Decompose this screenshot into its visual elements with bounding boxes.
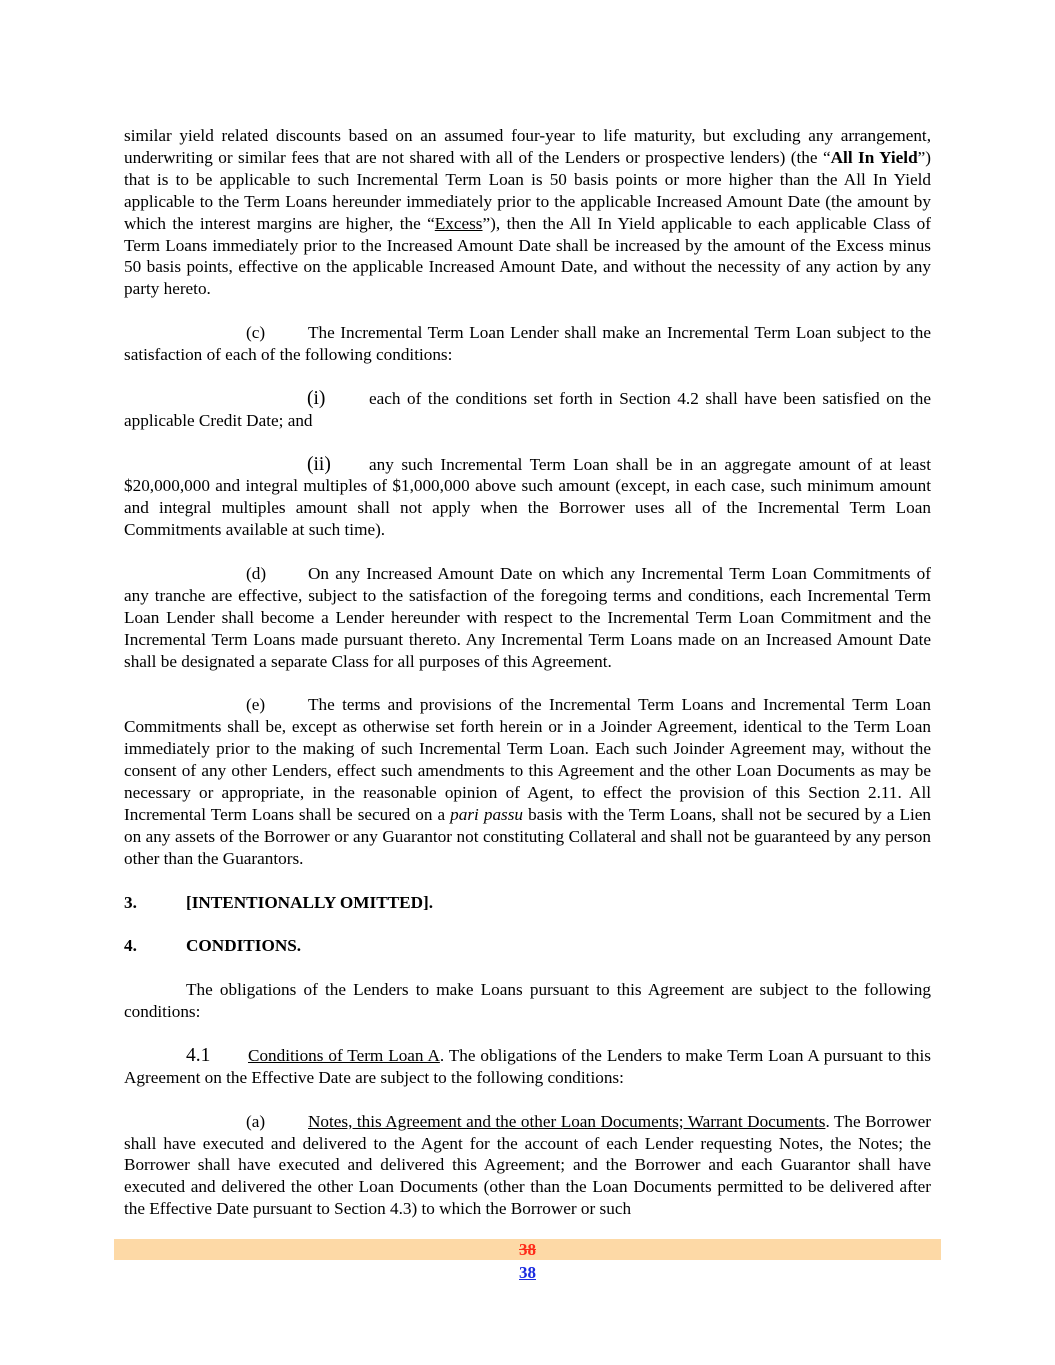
paragraph-c: (c) The Incremental Term Loan Lender shall make an Incremental Term Loan subject to the satisfaction of each of the following conditions: (124, 323, 931, 365)
document-body (124, 125, 931, 1220)
page-number-deleted: 38 (519, 1240, 536, 1259)
paragraph-d: (d) On any Increased Amount Date on which any Incremental Term Loan Commitments of any tranche are effective, subject to the satisfaction of the foregoing terms and conditions, each Incremental Term Loan Lender shall become a Lender hereunder with respect to the Incremental Term Loan Commitment and the Incremental Term Loans made pursuant thereto. Any Incremental Term Loans made on an Increased Amount Date shall be designated a separate Class for all purposes of this Agreement. (124, 564, 931, 671)
defined-term-all-in-yield: All In Yield (830, 147, 918, 167)
paragraph-conditions-intro: The obligations of the Lenders to make Loans pursuant to this Agreement are subject to the following conditions: (124, 980, 931, 1022)
defined-term-excess: Excess (434, 213, 483, 233)
paragraph-i: (i) each of the conditions set forth in Section 4.2 shall have been satisfied on the applicable Credit Date; and (124, 387, 931, 430)
section-number-4-1: 4.1 (186, 1044, 211, 1066)
clause-label-d: (d) (246, 564, 267, 584)
section-3-heading: 3. [INTENTIONALLY OMITTED]. (124, 892, 434, 912)
clause-label-a: (a) (246, 1111, 266, 1131)
clause-label-e: (e) (246, 695, 266, 715)
paragraph-all-in-yield: similar yield related discounts based on an assumed four-year to life maturity, but excluding any arrangement, underwriting or similar fees that are not shared with all of the Lenders or prospective lenders) (the “All In Yield”) that is to be applicable to such Incremental Term Loan is 50 basis points or more higher than the All In Yield applicable to the Term Loans hereunder immediately prior to the applicable Increased Amount Date (the amount by which the interest margins are higher, the “Excess”), then the All In Yield applicable to each applicable Class of Term Loans immediately prior to the Increased Amount Date shall be increased by the amount of the Excess minus 50 basis points, effective on the applicable Increased Amount Date, and without the necessity of any action by any party hereto. (124, 126, 931, 299)
paragraph-e: (e) The terms and provisions of the Incremental Term Loans and Incremental Term Loan Commitments shall be, except as otherwise set forth herein or in a Joinder Agreement, identical to the Term Loan immediately prior to the making of such Incremental Term Loan. Each such Joinder Agreement may, without the consent of any other Lenders, effect such amendments to this Agreement and the other Loan Documents as may be necessary or appropriate, in the reasonable opinion of Agent, to effect the provision of this Section 2.11. All Incremental Term Loans shall be secured on a pari passu basis with the Term Loans, shall not be secured by a Lien on any assets of the Borrower or any Guarantor not constituting Collateral and shall not be guaranteed by any person other than the Guarantors. (124, 695, 931, 868)
heading-conditions-term-loan-a: Conditions of Term Loan A (248, 1045, 440, 1065)
paragraph-4-1: 4.1 Conditions of Term Loan A. The obligations of the Lenders to make Term Loan A pursuant to this Agreement on the Effective Date are subject to the following conditions: (124, 1044, 931, 1087)
heading-notes-agreement: Notes, this Agreement and the other Loan Documents; Warrant Documents (308, 1111, 826, 1131)
clause-label-i: (i) (307, 387, 326, 409)
page-number-inserted: 38 (519, 1263, 536, 1282)
paragraph-a: (a) Notes, this Agreement and the other Loan Documents; Warrant Documents. The Borrower shall have executed and delivered to the Agent for the account of each Lender requesting Notes, the Notes; the Borrower shall have executed and delivered this Agreement; and the Borrower and each Guarantor shall have executed and delivered the other Loan Documents (other than the Loan Documents permitted to be delivered after the Effective Date pursuant to Section 4.3) to which the Borrower or such (124, 1111, 931, 1219)
paragraph-ii: (ii) any such Incremental Term Loan shall be in an aggregate amount of at least $20,000,000 and integral multiples of $1,000,000 above such amount (except, in each case, such minimum amount and integral multiples amount shall not apply when the Borrower uses all of the Incremental Term Loan Commitments available at such time). (124, 453, 931, 540)
section-4-heading: 4. CONDITIONS. (124, 936, 302, 956)
clause-label-ii: (ii) (307, 453, 331, 475)
clause-label-c: (c) (246, 323, 266, 343)
